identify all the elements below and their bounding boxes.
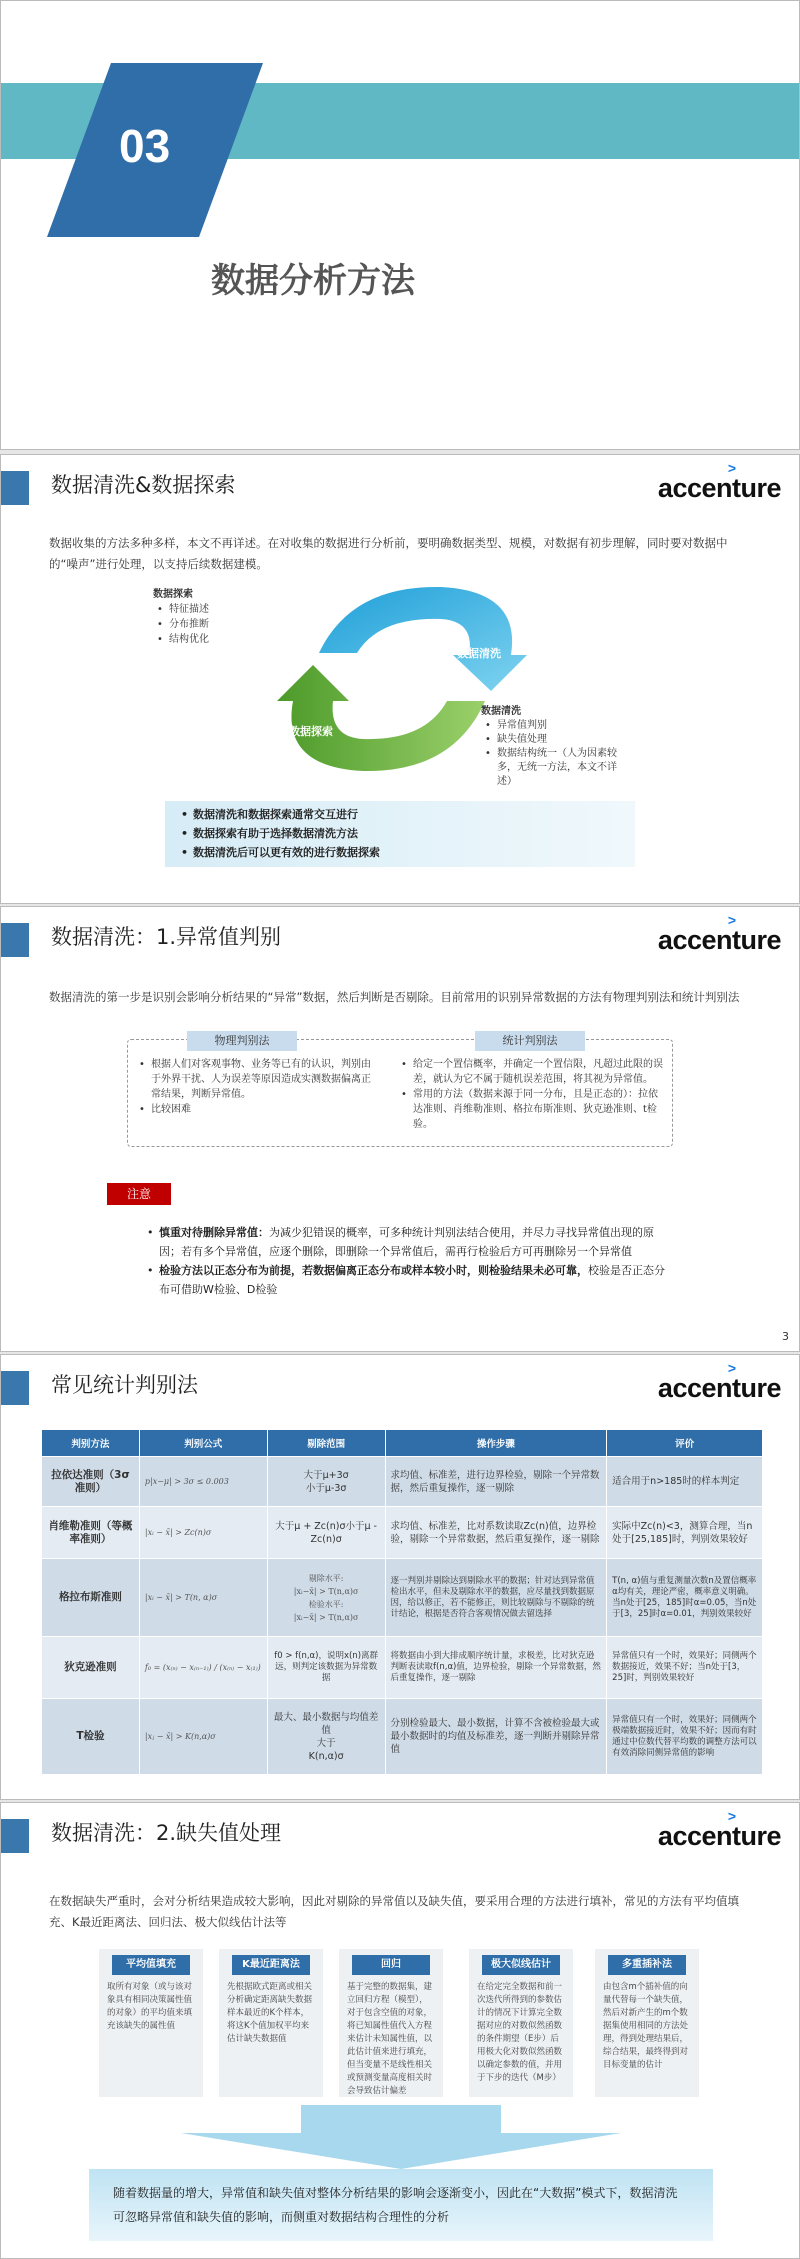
slide-title: 数据清洗：1.异常值判别 bbox=[51, 925, 282, 949]
method-range: f0 > f(n,α)，说明x(n)离群远，则判定该数据为异常数据 bbox=[267, 1637, 385, 1699]
logo-chevron-icon: > bbox=[727, 1360, 736, 1376]
method-steps: 求均值、标准差，进行边界检验，剔除一个异常数据，然后重复操作，逐一剔除 bbox=[385, 1457, 607, 1507]
method-steps: 将数据由小到大排成顺序统计量，求极差，比对狄克逊判断表读取f(n,α)值，边界检验，剔除一个异常数据，然后重复操作，逐一剔除 bbox=[385, 1637, 607, 1699]
slide-missing-values bbox=[0, 1802, 800, 2259]
methods-table bbox=[41, 1429, 763, 1775]
table-row bbox=[42, 1559, 763, 1637]
method-card-title: 回归 bbox=[352, 1955, 430, 1975]
method-formula: |xᵢ − x̄| > T(n, α)σ bbox=[139, 1559, 267, 1637]
note-item bbox=[147, 1261, 667, 1299]
cover-parallelogram bbox=[1, 1, 800, 450]
physical-item: • 根据人们对客观事物、业务等已有的认识，判别由于外界干扰、人为误差等原因造成实测数据偏离正常结果，判断异常值。 bbox=[139, 1057, 379, 1102]
explore-arrow-label: 数据探索 bbox=[289, 725, 333, 738]
clean-item: • 异常值判别 bbox=[485, 719, 621, 733]
explore-item: • 分布推断 bbox=[157, 617, 209, 632]
clean-box bbox=[481, 705, 621, 789]
statistical-item: • 给定一个置信概率，并确定一个置信限，凡超过此限的误差，就认为它不属于随机误差范围，将其视为异常值。 bbox=[401, 1057, 663, 1087]
method-card-title: K最近距离法 bbox=[232, 1955, 310, 1975]
accenture-logo: > accenture bbox=[657, 1808, 781, 1851]
slide-title: 数据清洗：2.缺失值处理 bbox=[51, 1821, 282, 1845]
section-number: 03 bbox=[119, 120, 171, 172]
title-marker bbox=[1, 923, 29, 957]
table-row bbox=[42, 1457, 763, 1507]
statistical-heading: 统计判别法 bbox=[475, 1031, 585, 1051]
summary-item: • 数据探索有助于选择数据清洗方法 bbox=[181, 824, 619, 843]
method-eval: 异常值只有一个时，效果好；同侧两个数据接近，效果不好；当n处于[3，25]时，判别效果较好 bbox=[607, 1637, 763, 1699]
clean-item: • 缺失值处理 bbox=[485, 733, 621, 747]
method-formula: f₀ = (x₍ₙ₎ − x₍ₙ₋₁₎) / (x₍ₙ₎ − x₍₁₎) bbox=[139, 1637, 267, 1699]
note-bold: 慎重对待删除异常值： bbox=[159, 1226, 269, 1239]
table-header: 评价 bbox=[607, 1430, 763, 1457]
method-eval: 异常值只有一个时，效果好；同侧两个极端数据接近时，效果不好；因而有时通过中位数代替平均数的调整方法可以有效消除同侧异常值的影响 bbox=[607, 1699, 763, 1775]
explore-arrow bbox=[277, 665, 485, 771]
title-marker bbox=[1, 1371, 29, 1405]
clean-arrow-label: 数据清洗 bbox=[457, 647, 501, 660]
clean-item: • 数据结构统一（人为因素较多，无统一方法，本文不详述） bbox=[485, 747, 621, 789]
method-formula: |xⱼ − x̄| > K(n,α)σ bbox=[139, 1699, 267, 1775]
summary-item: • 数据清洗后可以更有效的进行数据探索 bbox=[181, 843, 619, 862]
table-row bbox=[42, 1699, 763, 1775]
note-badge: 注意 bbox=[107, 1183, 171, 1205]
explore-box bbox=[153, 587, 209, 647]
intro-text: 数据收集的方法多种多样，本文不再详述。在对收集的数据进行分析前，要明确数据类型、规模，对数据有初步理解，同时要对数据中的“噪声”进行处理，以支持后续数据建模。 bbox=[49, 536, 728, 571]
intro-text: 数据清洗的第一步是识别会影响分析结果的“异常”数据，然后判断是否剔除。目前常用的识别异常数据的方法有物理判别法和统计判别法 bbox=[49, 990, 740, 1004]
page-number: 3 bbox=[782, 1330, 789, 1343]
logo-chevron-icon: > bbox=[727, 912, 736, 928]
logo-chevron-icon: > bbox=[727, 460, 736, 476]
accenture-logo: > accenture bbox=[657, 1360, 781, 1403]
physical-list bbox=[139, 1057, 379, 1117]
method-steps: 逐一判别并剔除达到剔除水平的数据；针对达到异常值检出水平，但未及剔除水平的数据，应尽量找到数据原因，给以修正，若不能修正，则比较剔除与不剔除的统计结论，根据是否符合客观情况做去留选择 bbox=[385, 1559, 607, 1637]
method-card-desc: 由包含m个插补值的向量代替每一个缺失值，然后对新产生的m个数据集使用相同的方法处理，得到处理结果后，综合结果，最终得到对目标变量的估计 bbox=[603, 1982, 689, 2070]
accenture-logo: > accenture bbox=[657, 912, 781, 955]
physical-item: • 比较困难 bbox=[139, 1102, 379, 1117]
method-card-desc: 取所有对象（或与该对象具有相同决策属性值的对象）的平均值来填充该缺失的属性值 bbox=[107, 1982, 193, 2031]
slide-title: 常见统计判别法 bbox=[51, 1373, 198, 1397]
slide-section-cover bbox=[0, 0, 800, 450]
note-text: 校验是否正态分布可借助W检验、D检验 bbox=[159, 1264, 665, 1296]
statistical-list bbox=[401, 1057, 663, 1132]
table-header-row bbox=[42, 1430, 763, 1457]
method-formula: |xᵢ − x̄| > Zc(n)σ bbox=[139, 1507, 267, 1559]
method-card-desc: 先根据欧式距离或相关分析确定距离缺失数据样本最近的K个样本，将这K个值加权平均来估计缺失数据值 bbox=[227, 1982, 313, 2044]
section-title: 数据分析方法 bbox=[211, 261, 415, 301]
method-card-title: 平均值填充 bbox=[112, 1955, 190, 1975]
note-text: 为减少犯错误的概率，可多种统计判别法结合使用，并尽力寻找异常值出现的原因；若有多个异常值，应逐个删除，即删除一个异常值后，需再行检验后方可再删除另一个异常值 bbox=[159, 1226, 654, 1258]
method-name: 狄克逊准则 bbox=[42, 1637, 140, 1699]
method-steps: 分别检验最大、最小数据，计算不含被检验最大或最小数据时的均值及标准差，逐一判断并剔除异常值 bbox=[385, 1699, 607, 1775]
method-eval: 适合用于n>185时的样本判定 bbox=[607, 1457, 763, 1507]
slide-title: 数据清洗&数据探索 bbox=[51, 473, 236, 497]
table-row bbox=[42, 1637, 763, 1699]
method-name: 肖维勒准则（等概率准则） bbox=[42, 1507, 140, 1559]
table-row bbox=[42, 1507, 763, 1559]
method-steps: 求均值、标准差，比对系数读取Zc(n)值，边界检验，剔除一个异常数据，然后重复操作，逐一剔除 bbox=[385, 1507, 607, 1559]
method-range: 最大、最小数据与均值差值 大于 K(n,α)σ bbox=[267, 1699, 385, 1775]
method-card-desc: 在给定完全数据和前一次迭代所得到的参数估计的情况下计算完全数据对应的对数似然函数的条件期望（E步）后用极大化对数似然函数以确定参数的值，并用于下步的迭代（M步） bbox=[477, 1982, 563, 2083]
method-range: 大于μ+3σ 小于μ-3σ bbox=[267, 1457, 385, 1507]
notes-list bbox=[147, 1223, 667, 1299]
logo-chevron-icon: > bbox=[727, 1808, 736, 1824]
clean-arrow bbox=[319, 587, 527, 691]
method-card-desc: 基于完整的数据集，建立回归方程（模型），对于包含空值的对象，将已知属性值代入方程来估计未知属性值，以此估计值来进行填充，但当变量不是线性相关或预测变量高度相关时会导致估计偏差 bbox=[347, 1982, 433, 2096]
explore-item: • 特征描述 bbox=[157, 602, 209, 617]
clean-heading: 数据清洗 bbox=[481, 706, 521, 717]
intro-text: 在数据缺失严重时，会对分析结果造成较大影响，因此对剔除的异常值以及缺失值，要采用合理的方法进行填补，常见的方法有平均值填充、K最近距离法、回归法、极大似线估计法等 bbox=[49, 1894, 739, 1929]
method-name: 格拉布斯准则 bbox=[42, 1559, 140, 1637]
method-eval: T(n, α)值与重复测量次数n及置信概率α均有关，理论严密，概率意义明确。当n处于[25，185]时α=0.05，当n处于[3，25]时α=0.01，判别效果较好 bbox=[607, 1559, 763, 1637]
table-header: 判别公式 bbox=[139, 1430, 267, 1457]
table-header: 操作步骤 bbox=[385, 1430, 607, 1457]
table-header: 判别方法 bbox=[42, 1430, 140, 1457]
method-range: 大于μ + Zc(n)σ小于μ - Zc(n)σ bbox=[267, 1507, 385, 1559]
method-name: 拉依达准则（3σ准则） bbox=[42, 1457, 140, 1507]
slide-outlier bbox=[0, 906, 800, 1352]
note-item bbox=[147, 1223, 667, 1261]
accenture-logo: > accenture bbox=[657, 460, 781, 503]
explore-heading: 数据探索 bbox=[153, 589, 193, 600]
summary-item: • 数据清洗和数据探索通常交互进行 bbox=[181, 805, 619, 824]
method-card-title: 极大似线估计 bbox=[482, 1955, 560, 1975]
slide-stat-methods bbox=[0, 1354, 800, 1800]
physical-heading: 物理判别法 bbox=[187, 1031, 297, 1051]
method-card-title: 多重插补法 bbox=[608, 1955, 686, 1975]
method-formula: p|x−μ| > 3σ ≤ 0.003 bbox=[139, 1457, 267, 1507]
conclusion-text: 随着数据量的增大，异常值和缺失值对整体分析结果的影响会逐渐变小，因此在“大数据”模式下，数据清洗可忽略异常值和缺失值的影响，而侧重对数据结构合理性的分析 bbox=[113, 2186, 678, 2224]
note-bold: 检验方法以正态分布为前提，若数据偏离正态分布或样本较小时，则检验结果未必可靠， bbox=[159, 1264, 588, 1277]
summary-box bbox=[165, 801, 635, 867]
explore-item: • 结构优化 bbox=[157, 632, 209, 647]
table-header: 剔除范围 bbox=[267, 1430, 385, 1457]
method-name: T检验 bbox=[42, 1699, 140, 1775]
slide-clean-explore bbox=[0, 454, 800, 904]
method-eval: 实际中Zc(n)<3，测算合理，当n处于[25,185]时，判别效果较好 bbox=[607, 1507, 763, 1559]
method-range: 剔除水平: |xᵢ−x̄| > T(n,α)σ 检验水平: |xᵢ−x̄| > T(n,α)σ bbox=[267, 1559, 385, 1637]
statistical-item: • 常用的方法（数据来源于同一分布，且是正态的）：拉依达准则、肖维勒准则、格拉布斯准则、狄克逊准则、t检验。 bbox=[401, 1087, 663, 1132]
